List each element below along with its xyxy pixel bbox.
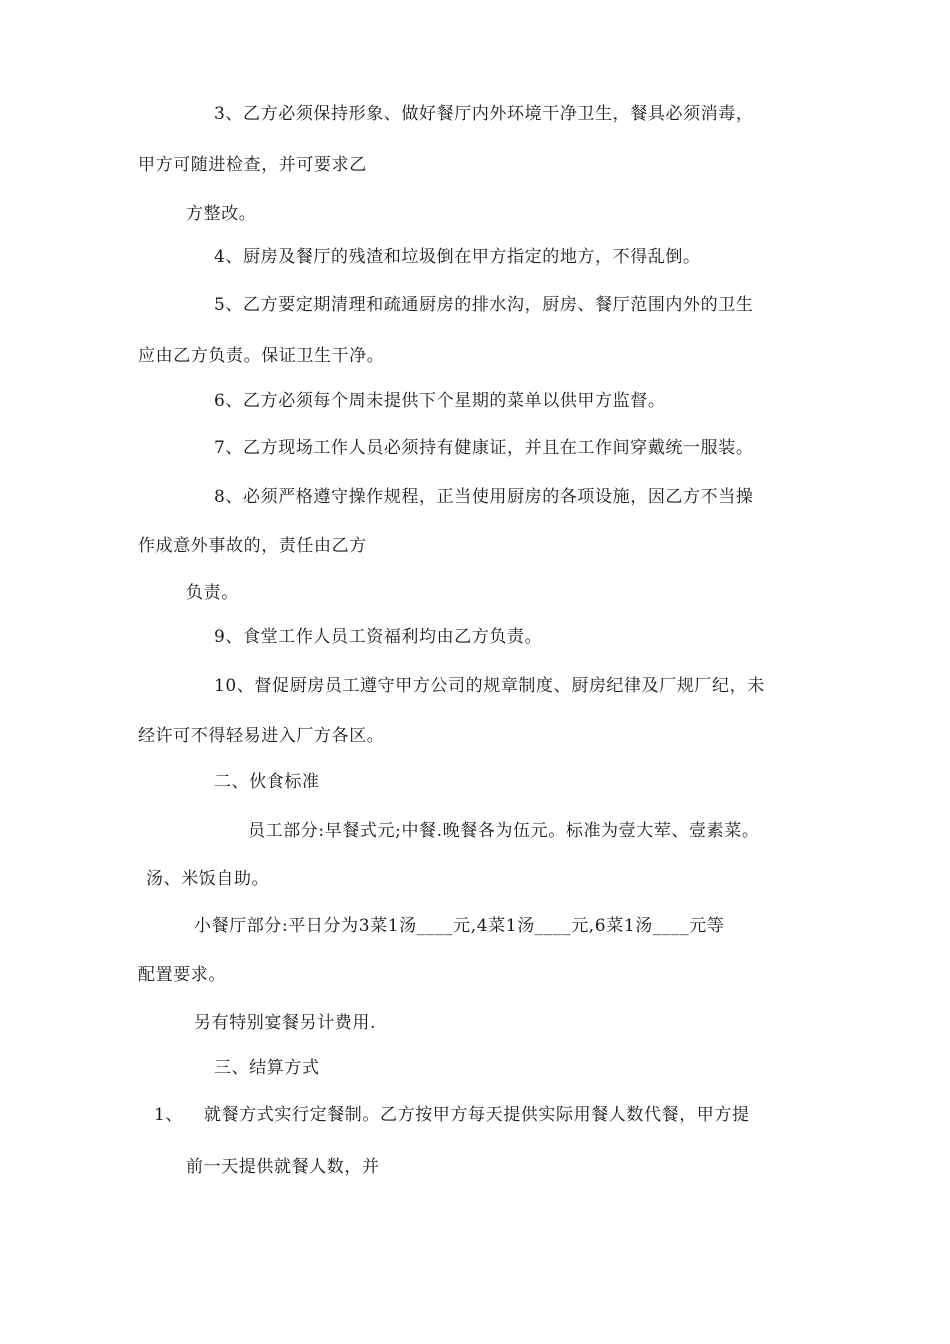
clause-3-line-2: 甲方可随进检查，并可要求乙 <box>138 155 367 175</box>
section-heading-settlement: 三、结算方式 <box>214 1058 320 1078</box>
clause-3-line-1: 3、乙方必须保持形象、做好餐厅内外环境干净卫生，餐具必须消毒， <box>214 104 754 124</box>
small-restaurant-line-2: 配置要求。 <box>138 965 226 985</box>
clause-8-line-1: 8、必须严格遵守操作规程，正当使用厨房的各项设施，因乙方不当操 <box>214 487 754 507</box>
staff-meal-line-2: 汤、米饭自助。 <box>146 869 270 889</box>
small-restaurant-line-1: 小餐厅部分:平日分为3菜1汤____元,4菜1汤____元,6菜1汤____元等 <box>194 916 725 936</box>
clause-7: 7、乙方现场工作人员必须持有健康证，并且在工作间穿戴统一服装。 <box>214 438 754 458</box>
clause-10-line-1: 10、督促厨房员工遵守甲方公司的规章制度、厨房纪律及厂规厂纪，未 <box>214 676 765 696</box>
clause-10-line-2: 经许可不得轻易进入厂方各区。 <box>138 726 385 746</box>
clause-8-line-3: 负责。 <box>186 583 239 603</box>
settlement-item-line-1: 就餐方式实行定餐制。乙方按甲方每天提供实际用餐人数代餐，甲方提 <box>204 1105 750 1125</box>
clause-6: 6、乙方必须每个周未提供下个星期的菜单以供甲方监督。 <box>214 391 666 411</box>
section-heading-meal-standard: 二、伙食标准 <box>214 772 320 792</box>
clause-5-line-2: 应由乙方负责。保证卫生干净。 <box>138 346 385 366</box>
clause-8-line-2: 作成意外事故的，责任由乙方 <box>138 536 367 556</box>
clause-4: 4、厨房及餐厅的残渣和垃圾倒在甲方指定的地方，不得乱倒。 <box>214 247 701 267</box>
settlement-item-number: 1、 <box>154 1105 184 1125</box>
special-banquet-note: 另有特别宴餐另计费用. <box>194 1013 377 1033</box>
clause-5-line-1: 5、乙方要定期清理和疏通厨房的排水沟，厨房、餐厅范围内外的卫生 <box>214 295 754 315</box>
clause-9: 9、食堂工作人员工资福利均由乙方负责。 <box>214 627 543 647</box>
settlement-item-line-2: 前一天提供就餐人数，并 <box>186 1157 380 1177</box>
clause-3-line-3: 方整改。 <box>186 204 257 224</box>
staff-meal-line-1: 员工部分:早餐式元;中餐.晚餐各为伍元。标准为壹大荤、壹素菜。 <box>248 821 760 841</box>
